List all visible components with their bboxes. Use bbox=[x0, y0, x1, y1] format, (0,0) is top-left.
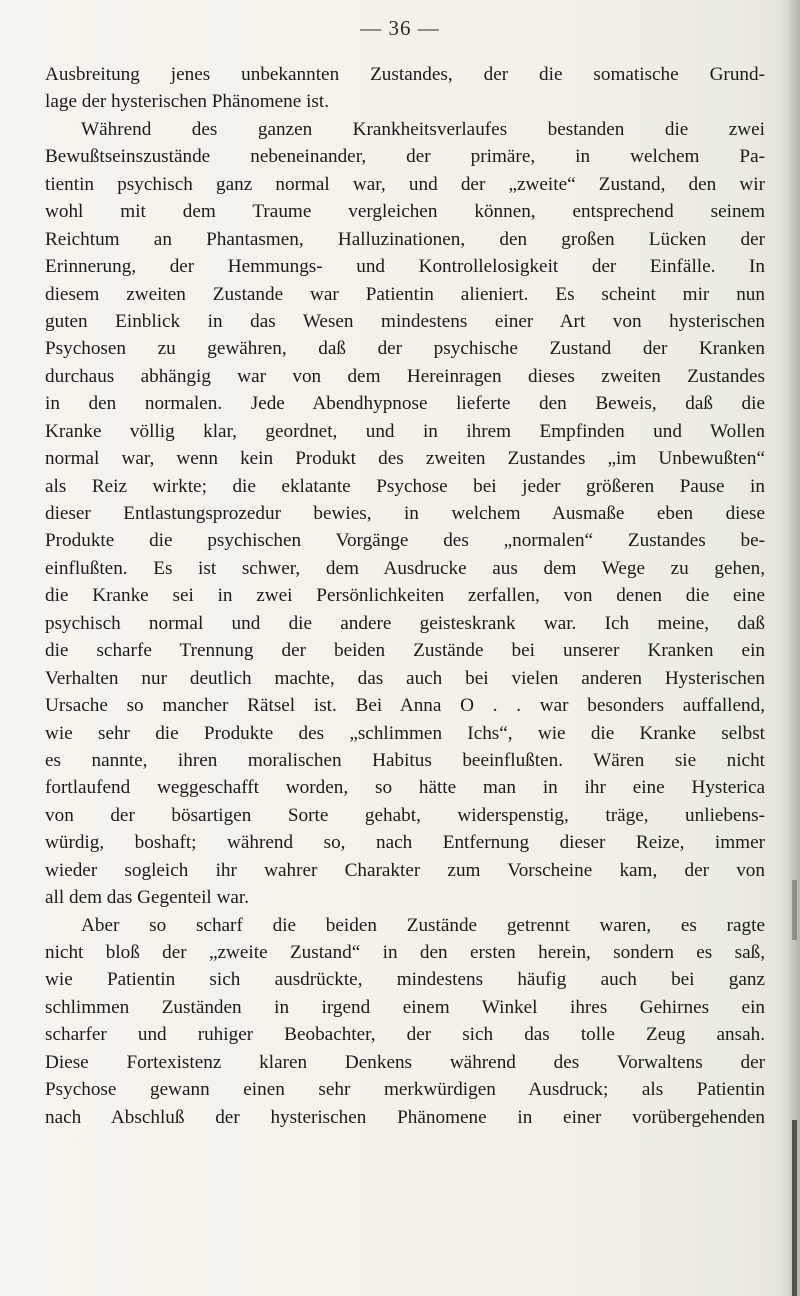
text-line: wohl mit dem Traume vergleichen können, entsprechend seinem bbox=[45, 201, 765, 223]
text-line: Ursache so mancher Rätsel ist. Bei Anna O . . war besonders auffallend, bbox=[45, 695, 765, 717]
text-line: scharfer und ruhiger Beobachter, der sich das tolle Zeug ansah. bbox=[45, 1024, 765, 1046]
text-line: es nannte, ihren moralischen Habitus beeinflußten. Wären sie nicht bbox=[45, 749, 765, 771]
binding-edge-mark bbox=[792, 880, 797, 940]
text-line: Während des ganzen Krankheitsverlaufes bestanden die zwei bbox=[81, 118, 765, 140]
text-line: Erinnerung, der Hemmungs- und Kontrollelosigkeit der Einfälle. In bbox=[45, 256, 765, 278]
text-line: fortlaufend weggeschafft worden, so hätte man in ihr eine Hysterica bbox=[45, 777, 765, 799]
text-line: schlimmen Zuständen in irgend einem Winkel ihres Gehirnes ein bbox=[45, 996, 765, 1018]
page-number: — 36 — bbox=[360, 16, 440, 40]
text-line: wieder sogleich ihr wahrer Charakter zum Vorscheine kam, der von bbox=[45, 859, 765, 881]
text-line: Produkte die psychischen Vorgänge des „normalen“ Zustandes be- bbox=[45, 530, 765, 552]
text-line: in den normalen. Jede Abendhypnose lieferte den Beweis, daß die bbox=[45, 393, 765, 415]
text-line: Kranke völlig klar, geordnet, und in ihrem Empfinden und Wollen bbox=[45, 420, 765, 442]
text-line: wie Patientin sich ausdrückte, mindestens häufig auch bei ganz bbox=[45, 969, 765, 991]
text-line: wie sehr die Produkte des „schlimmen Ichs“, wie die Kranke selbst bbox=[45, 722, 765, 744]
text-line: als Reiz wirkte; die eklatante Psychose bei jeder größeren Pause in bbox=[45, 475, 765, 497]
text-line: einflußten. Es ist schwer, dem Ausdrucke aus dem Wege zu gehen, bbox=[45, 557, 765, 579]
text-line: Diese Fortexistenz klaren Denkens während des Vorwaltens der bbox=[45, 1051, 765, 1073]
text-line: Psychose gewann einen sehr merkwürdigen Ausdruck; als Patientin bbox=[45, 1079, 765, 1101]
text-line: würdig, boshaft; während so, nach Entfernung dieser Reize, immer bbox=[45, 832, 765, 854]
text-line: tientin psychisch ganz normal war, und der „zweite“ Zustand, den wir bbox=[45, 173, 765, 195]
body-text bbox=[45, 61, 765, 1131]
text-line: die Kranke sei in zwei Persönlichkeiten zerfallen, von denen die eine bbox=[45, 585, 765, 607]
text-line: guten Einblick in das Wesen mindestens einer Art von hysterischen bbox=[45, 310, 765, 332]
text-line: Verhalten nur deutlich machte, das auch bei vielen anderen Hysterischen bbox=[45, 667, 765, 689]
text-line: nach Abschluß der hysterischen Phänomene in einer vorübergehenden bbox=[45, 1106, 765, 1128]
page-edge-shadow bbox=[780, 0, 800, 1296]
text-line: Bewußtseinszustände nebeneinander, der primäre, in welchem Pa- bbox=[45, 146, 765, 168]
text-line: nicht bloß der „zweite Zustand“ in den ersten herein, sondern es saß, bbox=[45, 942, 765, 963]
text-line: psychisch normal und die andere geisteskrank war. Ich meine, daß bbox=[45, 612, 765, 634]
text-line: all dem das Gegenteil war. bbox=[45, 887, 250, 909]
text-line: von der bösartigen Sorte gehabt, widerspenstig, träge, unliebens- bbox=[45, 804, 765, 826]
text-line: Reichtum an Phantasmen, Halluzinationen, den großen Lücken der bbox=[45, 228, 765, 250]
text-line: Psychosen zu gewähren, daß der psychische Zustand der Kranken bbox=[45, 338, 765, 360]
text-line: diesem zweiten Zustande war Patientin alieniert. Es scheint mir nun bbox=[45, 283, 765, 305]
text-line: normal war, wenn kein Produkt des zweiten Zustandes „im Unbewußten“ bbox=[45, 448, 765, 470]
text-line: Aber so scharf die beiden Zustände getrennt waren, es ragte bbox=[81, 914, 765, 936]
text-line: durchaus abhängig war von dem Hereinragen dieses zweiten Zustandes bbox=[45, 365, 765, 387]
text-line: die scharfe Trennung der beiden Zustände bei unserer Kranken ein bbox=[45, 640, 765, 662]
text-line: Ausbreitung jenes unbekannten Zustandes, der die somatische Grund- bbox=[45, 64, 765, 85]
text-line: lage der hysterischen Phänomene ist. bbox=[45, 91, 329, 113]
binding-edge-mark bbox=[792, 1120, 797, 1296]
text-line: dieser Entlastungsprozedur bewies, in welchem Ausmaße eben diese bbox=[45, 503, 765, 524]
